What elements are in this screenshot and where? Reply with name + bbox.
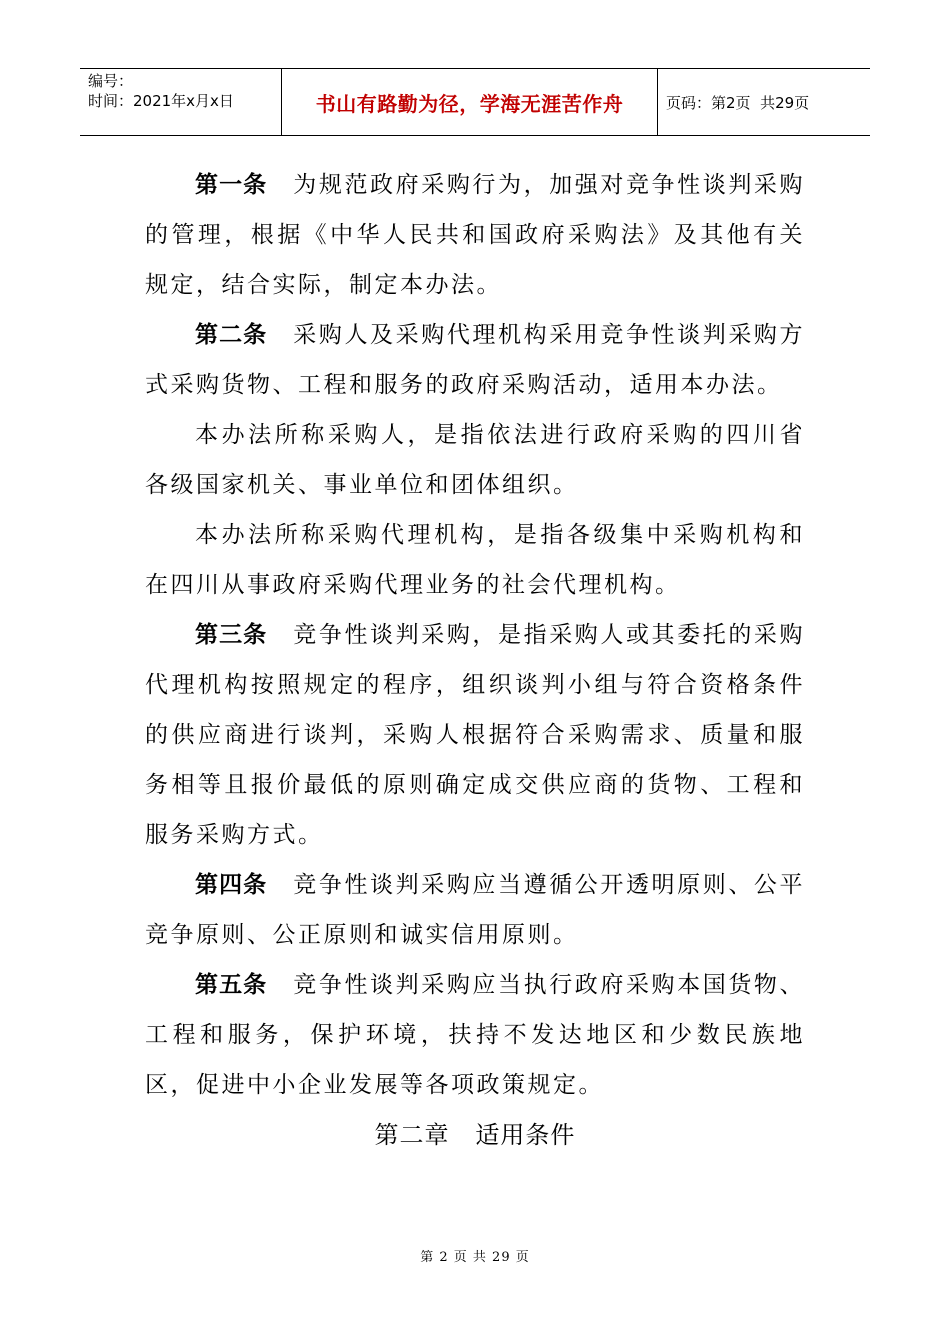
document-number-label: 编号： <box>88 72 134 90</box>
article-label: 第四条 <box>195 872 268 898</box>
paragraph-article-2 <box>145 310 805 410</box>
chapter-heading <box>145 1110 805 1160</box>
paragraph-text: 为规范政府采购行为，加强对竞争性谈判采购的管理，根据《中华人民共和国政府采购法》及其他有关规定，结合实际，制定本办法。 <box>145 172 806 298</box>
header-meta-cell <box>80 69 282 135</box>
paragraph-text: 本办法所称采购人，是指依法进行政府采购的四川省各级国家机关、事业单位和团体组织。 <box>145 422 805 498</box>
paragraph-text: 采购人及采购代理机构采用竞争性谈判采购方式采购货物、工程和服务的政府采购活动，适用本办法。 <box>145 322 806 398</box>
paragraph-agency-definition <box>145 510 805 610</box>
paragraph-article-4 <box>145 860 805 960</box>
header-slogan: 书山有路勤为径，学海无涯苦作舟 <box>282 69 658 135</box>
article-label: 第一条 <box>195 172 268 198</box>
paragraph-article-3 <box>145 610 805 860</box>
header-page-info-cell <box>658 69 870 135</box>
document-body <box>145 160 805 1160</box>
paragraph-purchaser-definition <box>145 410 805 510</box>
footer-page-number: 第 2 页 共 29 页 <box>420 1250 530 1265</box>
paragraph-text: 竞争性谈判采购应当遵循公开透明原则、公平竞争原则、公正原则和诚实信用原则。 <box>145 872 806 948</box>
paragraph-article-1 <box>145 160 805 310</box>
page-header <box>80 68 870 136</box>
paragraph-text: 竞争性谈判采购，是指采购人或其委托的采购代理机构按照规定的程序，组织谈判小组与符合资格条件的供应商进行谈判，采购人根据符合采购需求、质量和服务相等且报价最低的原则确定成交供应商的货物、工程和服务采购方式。 <box>145 622 806 848</box>
page-footer <box>0 1246 950 1265</box>
paragraph-text: 本办法所称采购代理机构，是指各级集中采购机构和在四川从事政府采购代理业务的社会代理机构。 <box>145 522 805 598</box>
document-time-label: 时间：2021年x月x日 <box>88 92 234 110</box>
header-page-info: 页码：第2页 共29页 <box>666 93 810 112</box>
article-label: 第三条 <box>195 622 268 648</box>
paragraph-article-5 <box>145 960 805 1110</box>
article-label: 第二条 <box>195 322 268 348</box>
paragraph-text: 竞争性谈判采购应当执行政府采购本国货物、工程和服务，保护环境，扶持不发达地区和少数民族地区，促进中小企业发展等各项政策规定。 <box>145 972 806 1098</box>
chapter-heading-text: 第二章 适用条件 <box>374 1121 576 1149</box>
article-label: 第五条 <box>195 972 268 998</box>
